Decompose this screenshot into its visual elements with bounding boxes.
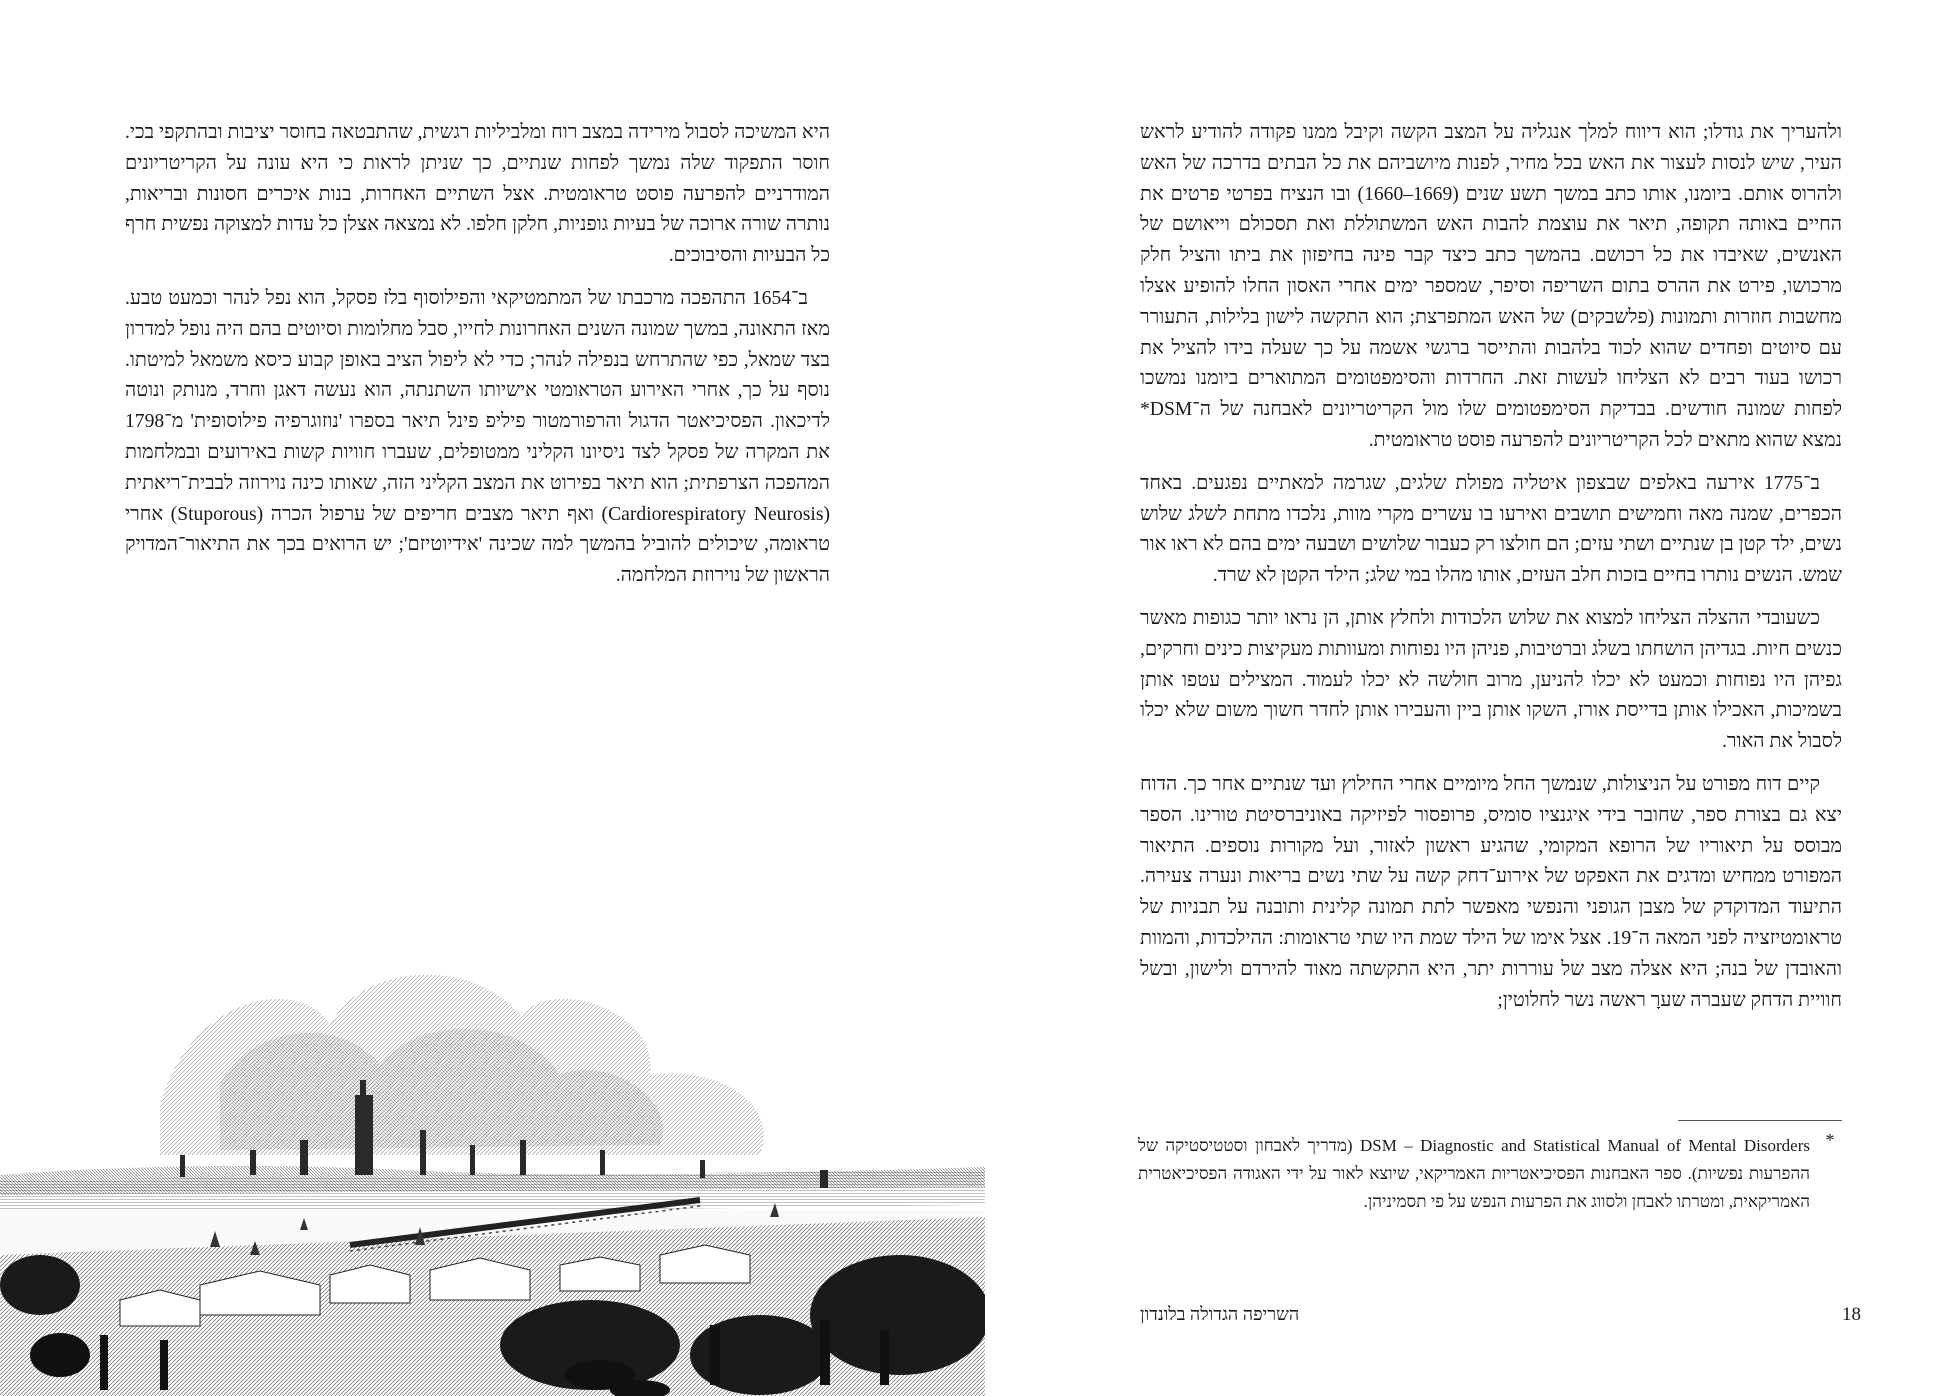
running-head: השריפה הגדולה בלונדון: [1140, 1304, 1300, 1324]
paragraph: ב־1654 התהפכה מרכבתו של המתמטיקאי והפילוסוף בלז פסקל, הוא נפל לנהר וכמעט טבע. מאז התאונה, במשך שמונה השנים האחרונות לחייו, סבל מחלומות וסיוטים בהם היה נופל למדרון בצד שמאל, כפי שהתרחש בנפילה לנהר; כדי לא ליפול הציב באופן קבוע כיסא משמאל למיטתו. נוסף על כך, אחרי האירוע הטראומטי אישיותו השתנתה, הוא נעשה דאגן וחרד, מנותק ונוטה לדיכאון. הפסיכיאטר הדגול והרפורמטור פיליפ פינל תיאר בספרו 'נוזוגרפיה פילוסופית' מ־1798 את המקרה של פסקל לצד ניסיונו הקליני ממטופלים, שעברו חוויות קשות באירועים ובמלחמות המהפכה הצרפתית; הוא תיאר בפירוט את המצב הקליני הזה, שאותו כינה נוירוזה לבבית־ריאתית (Cardiorespiratory Neurosis) ואף תיאר מצבים חריפים של ערפול הכרה (Stuporous) אחרי טראומה, שיכולים להוביל בהמשך למה שכינה 'אידיוטיזם'; יש הרואים בכך את התיאור־המדויק הראשון של נוירוזת המלחמה.: [125, 287, 830, 587]
paragraph: כשעובדי ההצלה הצליחו למצוא את שלוש הלכודות ולחלץ אותן, הן נראו יותר כגופות מאשר כנשים חיות. בגדיהן הושחתו בשלג וברטיבות, פניהן היו נפוחות ומעוותות מעקיצות כינים וחרקים, גפיהן היו נפוחות וכמעט לא יכלו להניען, מרוב חולשה לא יכלו לעמוד. המצילים עטפו אותן בשמיכות, האכילו אותן בדייסת אורז, השקו אותן ביין והעבירו אותן לחדר חשוך משום שלא יכלו לסבול את האור.: [1140, 607, 1842, 753]
footnote: DSM – Diagnostic and Statistical Manual of Mental Disorders (מדריך לאבחון וסטטיסטיקה של ההפרעות נפשיות). ספר האבחנות הפסיכיאטריות האמריקאי, שיוצא לאור על ידי האגודה הפסיכיאטרית האמריקאית, ומטרתו לאבחן ולסווג את הפרעות הנפש על פי תסמיניהן.: [1138, 1136, 1811, 1211]
paragraph: היא המשיכה לסבול מירידה במצב רוח ומלביליות רגשית, שהתבטאה בחוסר יציבות ובהתקפי בכי. חוסר התפקוד שלה נמשך לפחות שנתיים, כך שניתן לראות כי היא עונה על הקריטריונים המודרניים להפרעה פוסט טראומטית. אצל השתיים האחרות, בנות איכרים חסונות ובריאות, נותרה שורה ארוכה של בעיות גופניות, חלקן חלפו. לא נמצאה אצלן כל עדות למצוקה נפשית חרף כל הבעיות והסיבוכים.: [125, 122, 830, 267]
left-column: [125, 118, 830, 604]
footnote-divider: [1678, 1120, 1842, 1121]
right-column: [1140, 118, 1842, 1028]
page-number: 18: [1842, 1304, 1861, 1325]
london-engraving-illustration: [0, 955, 985, 1396]
paragraph: קיים דוח מפורט על הניצולות, שנמשך החל מיומיים אחרי החילוץ ועד שנתיים אחר כך. הדוח יצא גם בצורת ספר, שחובר בידי איגנציו סומיס, פרופסור לפיזיקה באוניברסיטת טורינו. הספר מבוסס על תיאוריו של הרופא המקומי, שהגיע ראשון לאזור, ועל מקורות נוספים. התיאור המפורט ממחיש ומדגים את האפקט של אירוע־דחק קשה על שתי נשים בריאות ונערה צעירה. התיעוד המדוקדק של מצבן הגופני והנפשי מאפשר לתת תמונה קלינית ותובנה על תבניות של טראומטיזציה לפני המאה ה־19. אצל אימו של הילד שמת היו שתי טראומות: ההילכדות, והמוות והאובדן של בנה; היא אצלה מצב של עוררות יתר, היא התקשתה מאוד להירדם ולישון, ובשל חוויית הדחק שעברה שערָ ראשה נשר לחלוטין;: [1140, 773, 1842, 1011]
footnote-marker: *: [1825, 1130, 1835, 1150]
paragraph: ולהעריך את גודלו; הוא דיווח למלך אנגליה על המצב הקשה וקיבל ממנו פקודה להודיע לראש העיר, שיש לנסות לעצור את האש בכל מחיר, לפנות מיושביהם את כל הבתים בדרכה של האש ולהרוס אותם. ביומנו, אותו כתב במשך תשע שנים (1669–1660) ובו הנציח בפרטי פרטים את החיים באותה תקופה, תיאר את עוצמת להבות האש המשתוללת ואת תסכולם וייאושם של האנשים, שאיבדו את כל רכושם. בהמשך כתב כיצד קבר פינה בחיפזון את ביתו והציל חלק מרכושו, פירט את ההרס בתום השריפה וסיפר, שמספר ימים אחרי האסון החלו להופיע אצלו מחשבות חוזרות ותמונות (פלשבקים) של האש המתפרצת; הוא התקשה לישון בלילות, התעורר עם סיוטים ופחדים שהוא לכוד בלהבות והתייסר ברגשי אשמה על כך שעלה בידו להציל את רכושו בעוד רבים לא הצליחו לעשות זאת. החרדות והסימפטומים המתוארים ביומנו נמשכו לפחות שמונה חודשים. בבדיקת הסימפטומים שלו מול הקריטריונים לאבחנה של ה־DSM* נמצא שהוא מתאים לכל הקריטריונים להפרעה פוסט טראומטית.: [1140, 122, 1843, 451]
paragraph: ב־1775 אירעה באלפים שבצפון איטליה מפולת שלגים, שגרמה למאתיים נפגעים. באחד הכפרים, שמנה מאה וחמישים תושבים ואירעו בו עשרים מקרי מוות, נלכדו מתחת לשלג שלוש נשים, ילד קטן בן שנתיים ושתי עזים; הם חולצו רק כעבור שלושים ושבעה ימים בהם לא ראו אור שמש. הנשים נותרו בחיים בזכות חלב העזים, אותו מהלו במי שלג; הילד הקטן לא שרד.: [1140, 472, 1842, 587]
